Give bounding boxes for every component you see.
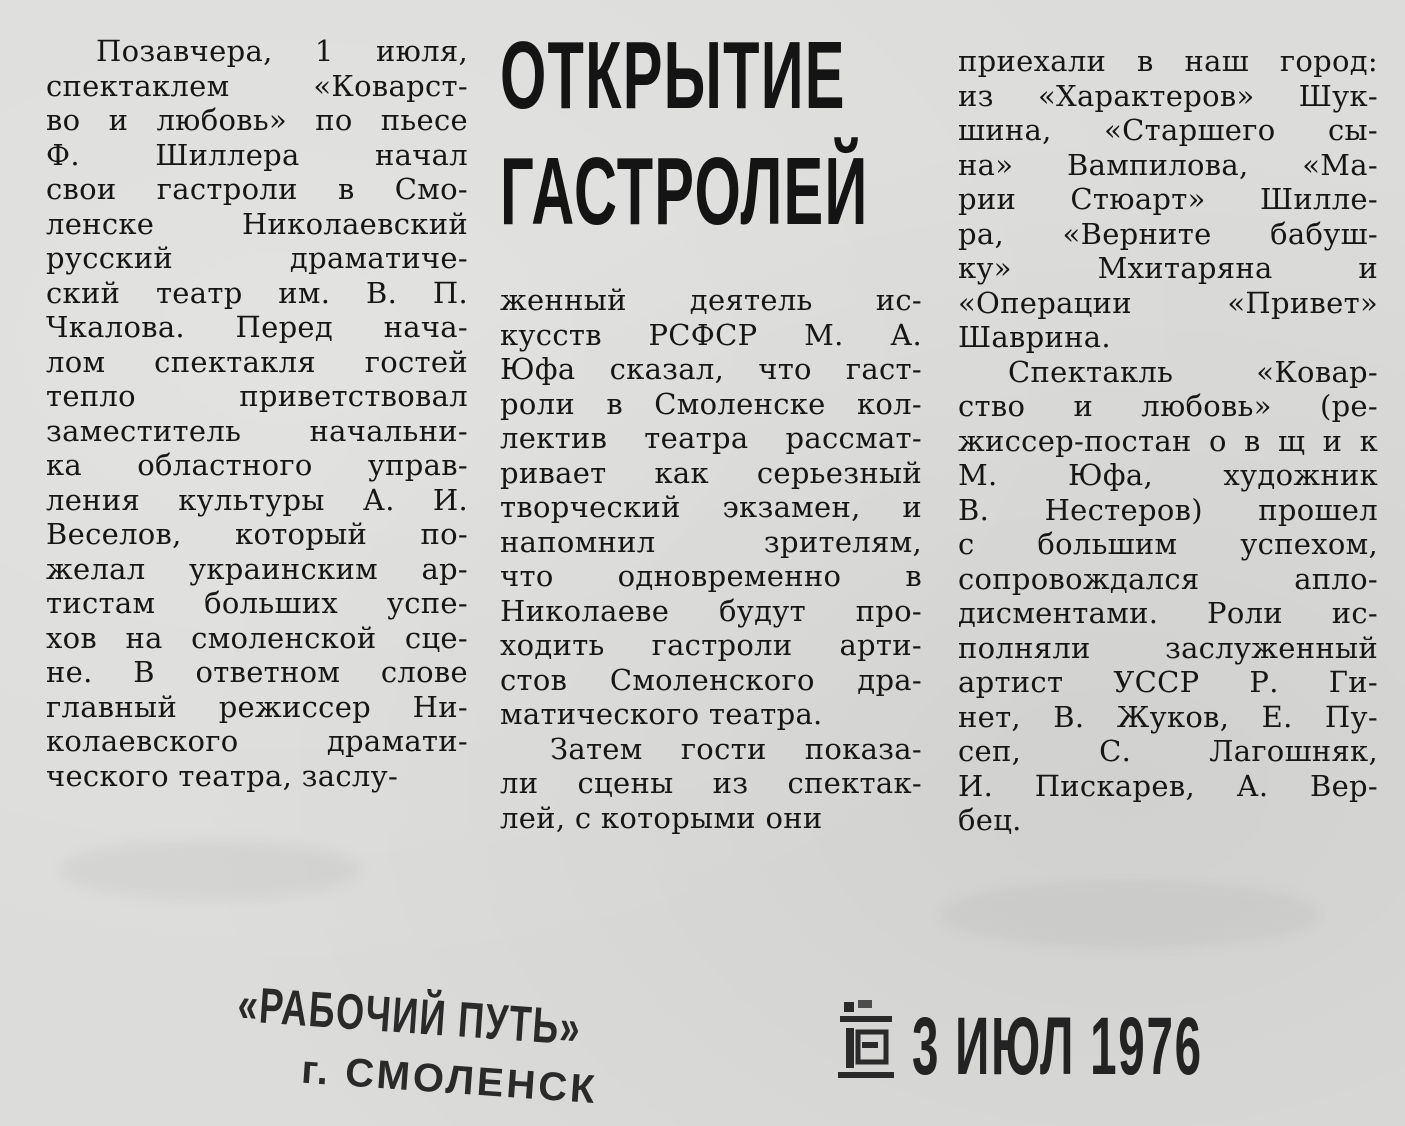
article-text-line: ленске Николаевский	[46, 206, 468, 241]
article-text-line: лом спектакля гостей	[46, 344, 468, 379]
article-text-line: И. Пискарев, А. Вер-	[958, 768, 1378, 803]
article-text-line: М. Юфа, художник	[958, 458, 1378, 492]
article-column-1	[46, 34, 468, 793]
article-text-line: на» Вампилова, «Ма-	[958, 147, 1378, 182]
article-text-line: спектаклем «Коварст-	[46, 68, 468, 103]
article-text-line: В. Нестеров) прошел	[958, 492, 1378, 527]
article-text-line: Позавчера, 1 июля,	[96, 34, 468, 68]
article-text-line: ческого театра, заслу-	[46, 758, 399, 793]
article-text-line: Спектакль «Ковар-	[1008, 354, 1378, 389]
article-text-line: шина, «Старшего сы-	[958, 113, 1378, 147]
article-text-line: хов на смоленской сце-	[46, 620, 468, 655]
article-text-line: Затем гости показа-	[550, 731, 922, 766]
article-text-line: ра, «Верните бабуш-	[958, 216, 1378, 251]
article-text-line: свои гастроли в Смо-	[46, 172, 468, 206]
article-text-line: желал украинским ар-	[46, 551, 468, 586]
newspaper-city: г. СМОЛЕНСК	[300, 1047, 599, 1113]
article-text-line: роли в Смоленске кол-	[500, 386, 922, 421]
date-stamp	[830, 992, 1270, 1092]
article-text-line: напомнил зрителям,	[500, 524, 922, 559]
article-text-line: ский театр им. В. П.	[46, 275, 468, 310]
article-text-line: кусств РСФСР М. А.	[500, 317, 922, 352]
article-text-line: Ф. Шиллера начал	[46, 137, 468, 172]
article-text-line: ли сцены из спектак-	[500, 766, 922, 800]
article-text-line: рии Стюарт» Шилле-	[958, 182, 1378, 216]
stamp-emblem-icon	[836, 998, 896, 1082]
article-text-line: с большим успехом,	[958, 527, 1378, 561]
article-text-line: тистам больших успе-	[46, 586, 468, 620]
article-text-line: матического театра.	[500, 697, 823, 731]
article-text-line: во и любовь» по пьесе	[46, 103, 468, 137]
article-text-line: русский драматиче-	[46, 241, 468, 275]
article-text-line: стов Смоленского дра-	[500, 662, 922, 697]
article-text-line: нет, В. Жуков, Е. Пу-	[958, 699, 1378, 734]
headline-line-1: ОТКРЫТИЕ	[500, 22, 846, 129]
article-text-line: жиссер-постан о в щ и к	[958, 423, 1378, 458]
article-text-line: колаевского драмати-	[46, 724, 468, 758]
stamp-date: 3 ИЮЛ 1976	[912, 1001, 1203, 1092]
article-text-line: бец.	[958, 803, 1022, 837]
article-text-line: заместитель начальни-	[46, 413, 468, 448]
article-text-line: Веселов, который по-	[46, 517, 468, 551]
article-text-line: ка областного управ-	[46, 448, 468, 482]
article-text-line: не. В ответном слове	[46, 655, 468, 689]
article-text-line: творческий экзамен, и	[500, 490, 922, 524]
article-text-line: ку» Мхитаряна и	[958, 251, 1378, 285]
article-text-line: дисментами. Роли ис-	[958, 596, 1378, 630]
article-text-line: «Операции «Привет»	[958, 285, 1378, 320]
headline-line-2: ГАСТРОЛЕЙ	[500, 138, 869, 245]
article-text-line: полняли заслуженный	[958, 630, 1378, 665]
article-text-line: главный режиссер Ни-	[46, 689, 468, 724]
article-text-line: артист УССР Р. Ги-	[958, 665, 1378, 699]
article-text-line: лей, с которыми они	[500, 800, 823, 835]
article-text-line: приехали в наш город:	[958, 44, 1378, 78]
article-text-line: что одновременно в	[500, 559, 922, 593]
article-text-line: ривает как серьезный	[500, 455, 922, 490]
paper-smudge	[940, 880, 1320, 950]
article-text-line: сопровождался апло-	[958, 561, 1378, 596]
article-text-line: ство и любовь» (ре-	[958, 389, 1378, 423]
article-text-line: ходить гастроли арти-	[500, 628, 922, 662]
article-text-line: женный деятель ис-	[500, 283, 922, 317]
article-column-3	[958, 44, 1378, 838]
article-text-line: Чкалова. Перед нача-	[46, 310, 468, 344]
article-text-line: сеп, С. Лагошняк,	[958, 734, 1378, 768]
article-text-line: Шаврина.	[958, 320, 1111, 354]
article-text-line: Николаеве будут про-	[500, 593, 922, 628]
article-text-line: тепло приветствовал	[46, 379, 468, 413]
article-column-2	[500, 283, 922, 835]
article-text-line: ления культуры А. И.	[46, 482, 468, 517]
newspaper-source-stamp	[232, 975, 659, 1117]
article-text-line: лектив театра рассмат-	[500, 421, 922, 455]
article-text-line: Юфа сказал, что гаст-	[500, 352, 922, 386]
article-text-line: из «Характеров» Шук-	[958, 78, 1378, 113]
paper-smudge	[60, 840, 360, 900]
article-headline	[500, 22, 920, 256]
newspaper-name: «РАБОЧИЙ ПУТЬ»	[236, 975, 584, 1056]
